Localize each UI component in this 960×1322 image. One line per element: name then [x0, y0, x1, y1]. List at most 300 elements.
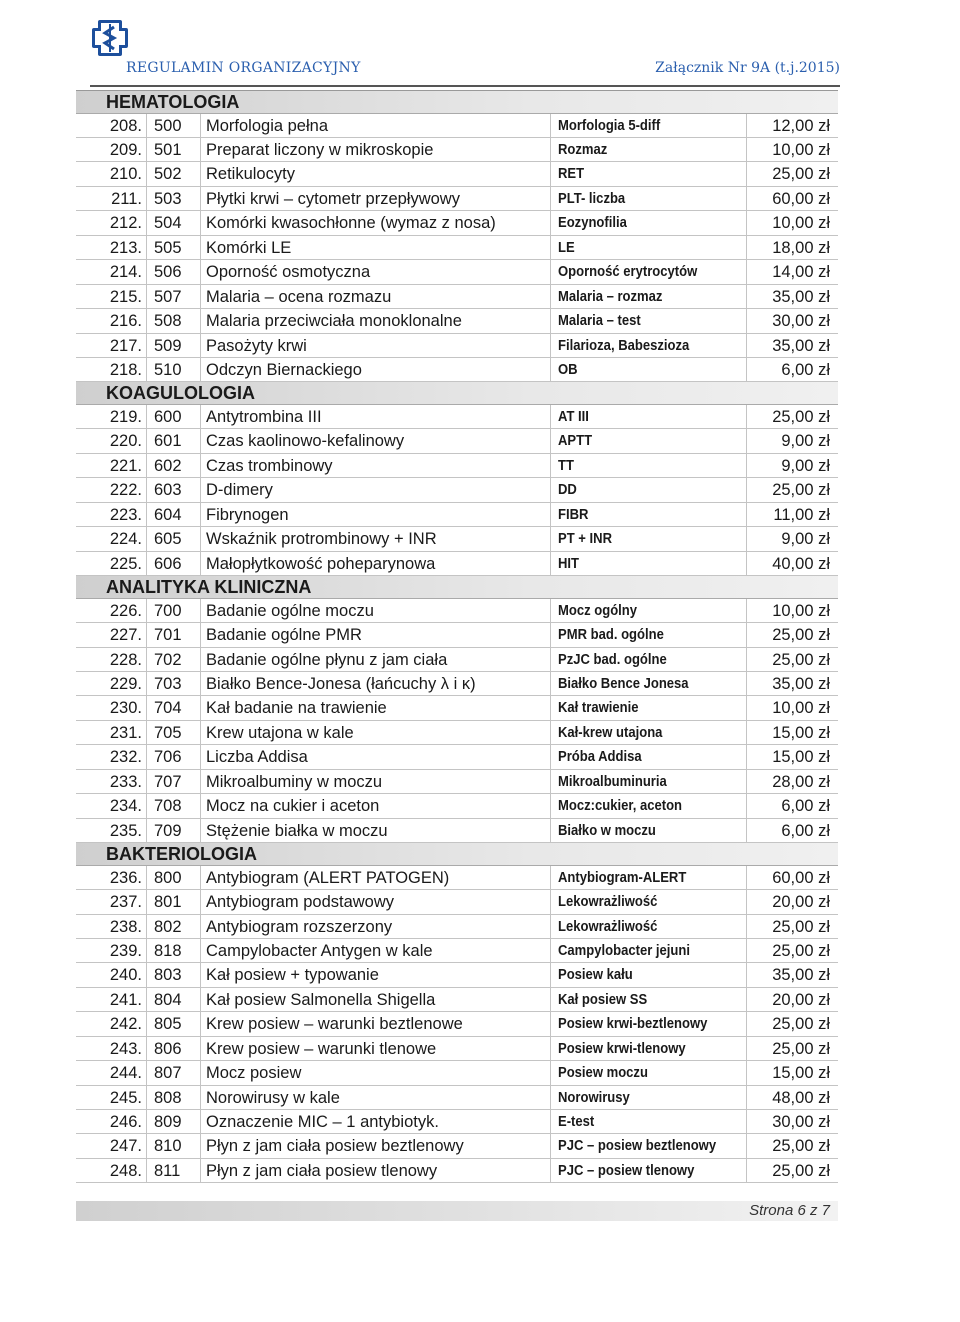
test-code: 800	[154, 868, 182, 887]
column-divider	[746, 114, 747, 137]
test-short-name: Mocz:cukier, aceton	[558, 798, 683, 815]
row-number: 210.	[109, 165, 142, 184]
column-divider	[746, 672, 747, 695]
row-number: 246.	[109, 1113, 142, 1131]
column-divider	[200, 1134, 201, 1157]
column-divider	[746, 1110, 747, 1133]
test-price: 18,00 zł	[772, 238, 830, 257]
table-row	[76, 623, 838, 647]
test-short-name: Mikroalbuminuria	[558, 773, 667, 790]
test-price: 12,00 zł	[772, 116, 830, 135]
table-row	[76, 963, 838, 987]
test-short-name: Campylobacter jejuni	[558, 942, 690, 959]
table-row	[76, 187, 838, 211]
column-divider	[146, 260, 147, 283]
row-number: 244.	[109, 1064, 142, 1083]
test-price: 25,00 zł	[772, 941, 830, 960]
header-divider	[90, 85, 840, 87]
test-name: Kał badanie na trawienie	[206, 699, 387, 718]
table-row	[76, 552, 838, 576]
column-divider	[146, 599, 147, 622]
column-divider	[146, 721, 147, 744]
row-number: 222.	[109, 481, 142, 500]
test-code: 502	[154, 165, 182, 184]
column-divider	[146, 309, 147, 332]
column-divider	[200, 162, 201, 185]
table-row	[76, 138, 838, 162]
column-divider	[746, 138, 747, 161]
table-row	[76, 1134, 838, 1158]
column-divider	[146, 672, 147, 695]
test-price: 25,00 zł	[772, 1039, 830, 1058]
column-divider	[746, 770, 747, 793]
column-divider	[746, 915, 747, 938]
section-header: HEMATOLOGIA	[76, 91, 838, 114]
column-divider	[746, 745, 747, 768]
test-price: 6,00 zł	[781, 797, 830, 816]
test-code: 704	[154, 699, 182, 718]
test-short-name: Rozmaz	[558, 142, 608, 159]
test-short-name: PT + INR	[558, 531, 613, 548]
table-row	[76, 794, 838, 818]
test-short-name: Morfologia 5-diff	[558, 117, 661, 134]
column-divider	[200, 672, 201, 695]
test-short-name: Posiew krwi-tlenowy	[558, 1040, 686, 1057]
test-code: 604	[154, 505, 182, 524]
test-short-name: TT	[558, 457, 574, 474]
test-short-name: AT III	[558, 409, 589, 425]
test-short-name: Kał-krew utajona	[558, 724, 663, 741]
row-number: 224.	[109, 530, 142, 549]
test-short-name: Oporność erytrocytów	[558, 264, 698, 281]
test-code: 806	[154, 1039, 182, 1058]
test-code: 700	[154, 601, 182, 620]
column-divider	[200, 285, 201, 308]
test-price: 25,00 zł	[772, 650, 830, 669]
table-row	[76, 211, 838, 235]
test-price: 35,00 zł	[772, 336, 830, 355]
test-name: D-dimery	[206, 481, 273, 500]
table-row	[76, 890, 838, 914]
column-divider	[746, 1134, 747, 1157]
test-code: 605	[154, 530, 182, 549]
column-divider	[746, 890, 747, 913]
test-code: 506	[154, 263, 182, 282]
column-divider	[200, 745, 201, 768]
test-price: 60,00 zł	[772, 868, 830, 887]
test-code: 505	[154, 238, 182, 257]
column-divider	[746, 162, 747, 185]
column-divider	[200, 503, 201, 526]
column-divider	[146, 285, 147, 308]
column-divider	[746, 819, 747, 842]
column-divider	[200, 260, 201, 283]
column-divider	[746, 285, 747, 308]
test-code: 801	[154, 893, 182, 912]
column-divider	[146, 429, 147, 452]
column-divider	[200, 915, 201, 938]
test-name: Oporność osmotyczna	[206, 263, 371, 282]
test-price: 15,00 zł	[772, 723, 830, 742]
test-short-name: E-test	[558, 1114, 595, 1130]
column-divider	[146, 819, 147, 842]
column-divider	[200, 939, 201, 962]
test-name: Malaria – ocena rozmazu	[206, 287, 392, 306]
column-divider	[746, 648, 747, 671]
column-divider	[200, 1012, 201, 1035]
test-short-name: PJC – posiew beztlenowy	[558, 1138, 717, 1155]
table-row	[76, 503, 838, 527]
column-divider	[200, 1086, 201, 1109]
test-code: 503	[154, 189, 182, 208]
test-short-name: Eozynofilia	[558, 215, 627, 232]
test-code: 708	[154, 797, 182, 816]
test-short-name: Malaria – test	[558, 313, 641, 330]
test-name: Badanie ogólne moczu	[206, 601, 374, 620]
test-short-name: PMR bad. ogólne	[558, 627, 664, 644]
row-number: 220.	[109, 432, 142, 451]
test-code: 803	[154, 966, 182, 985]
column-divider	[200, 309, 201, 332]
column-divider	[146, 648, 147, 671]
test-short-name: Kał posiew SS	[558, 991, 648, 1008]
section-header: KOAGULOLOGIA	[76, 382, 838, 405]
test-name: Campylobacter Antygen w kale	[206, 941, 433, 960]
column-divider	[146, 623, 147, 646]
test-code: 808	[154, 1088, 182, 1107]
test-code: 810	[154, 1137, 182, 1156]
test-price: 35,00 zł	[772, 287, 830, 306]
row-number: 211.	[111, 189, 142, 208]
column-divider	[746, 1061, 747, 1084]
test-short-name: RET	[558, 166, 585, 183]
column-divider	[746, 334, 747, 357]
row-number: 215.	[109, 287, 142, 306]
row-number: 221.	[109, 456, 142, 475]
column-divider	[200, 114, 201, 137]
table-row	[76, 599, 838, 623]
row-number: 225.	[109, 554, 142, 573]
test-code: 507	[154, 287, 182, 306]
column-divider	[146, 1037, 147, 1060]
test-code: 805	[154, 1015, 182, 1034]
column-divider	[746, 211, 747, 234]
column-divider	[746, 503, 747, 526]
column-divider	[146, 866, 147, 889]
column-divider	[200, 794, 201, 817]
table-row	[76, 454, 838, 478]
test-price: 6,00 zł	[781, 360, 830, 379]
test-price: 10,00 zł	[772, 601, 830, 620]
test-price: 6,00 zł	[781, 821, 830, 840]
test-code: 707	[154, 772, 182, 791]
row-number: 236.	[109, 868, 142, 887]
column-divider	[746, 696, 747, 719]
test-code: 705	[154, 723, 182, 742]
test-name: Odczyn Biernackiego	[206, 360, 362, 379]
test-price: 35,00 zł	[772, 674, 830, 693]
test-name: Fibrynogen	[206, 505, 289, 524]
test-price: 40,00 zł	[772, 554, 830, 573]
test-price: 25,00 zł	[772, 917, 830, 936]
test-code: 601	[154, 432, 182, 451]
column-divider	[146, 963, 147, 986]
table-row	[76, 866, 838, 890]
column-divider	[746, 1037, 747, 1060]
table-row	[76, 745, 838, 769]
row-number: 228.	[109, 650, 142, 669]
column-divider	[746, 429, 747, 452]
table-row	[76, 988, 838, 1012]
column-divider	[200, 1110, 201, 1133]
page-footer	[76, 1201, 838, 1221]
test-short-name: Lekowrażliwość	[558, 894, 658, 911]
test-name: Badanie ogólne PMR	[206, 626, 362, 645]
column-divider	[146, 1159, 147, 1182]
test-name: Płyn z jam ciała posiew beztlenowy	[206, 1137, 464, 1156]
column-divider	[146, 794, 147, 817]
test-price: 11,00 zł	[773, 505, 830, 524]
test-code: 807	[154, 1064, 182, 1083]
row-number: 239.	[109, 941, 142, 960]
test-price: 25,00 zł	[772, 165, 830, 184]
row-number: 248.	[109, 1161, 142, 1180]
test-short-name: APTT	[558, 433, 593, 450]
row-number: 240.	[109, 966, 142, 985]
row-number: 231.	[109, 723, 142, 742]
test-code: 818	[154, 941, 182, 960]
row-number: 242.	[109, 1015, 142, 1034]
column-divider	[200, 527, 201, 550]
test-name: Malaria przeciwciała monoklonalne	[206, 312, 462, 331]
test-name: Białko Bence-Jonesa (łańcuchy λ i κ)	[206, 674, 476, 693]
test-name: Kał posiew + typowanie	[206, 966, 379, 985]
test-price: 15,00 zł	[772, 748, 830, 767]
test-name: Płytki krwi – cytometr przepływowy	[206, 189, 460, 208]
test-name: Morfologia pełna	[206, 116, 328, 135]
column-divider	[746, 866, 747, 889]
column-divider	[200, 890, 201, 913]
test-name: Wskaźnik protrombinowy + INR	[206, 530, 437, 549]
column-divider	[146, 478, 147, 501]
table-row	[76, 236, 838, 260]
row-number: 235.	[109, 821, 142, 840]
column-divider	[746, 988, 747, 1011]
section-header: ANALITYKA KLINICZNA	[76, 576, 838, 599]
test-code: 811	[154, 1161, 181, 1180]
test-name: Antybiogram (ALERT PATOGEN)	[206, 868, 450, 887]
test-name: Antybiogram podstawowy	[206, 893, 395, 912]
test-price: 30,00 zł	[772, 1113, 830, 1131]
test-price: 10,00 zł	[772, 699, 830, 718]
column-divider	[200, 429, 201, 452]
test-short-name: Kał trawienie	[558, 700, 639, 717]
column-divider	[746, 236, 747, 259]
test-name: Płyn z jam ciała posiew tlenowy	[206, 1161, 438, 1180]
test-short-name: PzJC bad. ogólne	[558, 651, 667, 668]
page-header	[90, 18, 840, 92]
table-row	[76, 770, 838, 794]
table-row	[76, 672, 838, 696]
column-divider	[146, 1061, 147, 1084]
column-divider	[200, 648, 201, 671]
test-short-name: Norowirusy	[558, 1089, 630, 1106]
test-price: 60,00 zł	[772, 189, 830, 208]
table-row	[76, 334, 838, 358]
test-price: 35,00 zł	[772, 966, 830, 985]
row-number: 241.	[109, 990, 142, 1009]
table-row	[76, 1110, 838, 1134]
row-number: 234.	[109, 797, 142, 816]
column-divider	[200, 623, 201, 646]
table-row	[76, 696, 838, 720]
test-price: 25,00 zł	[772, 626, 830, 645]
row-number: 219.	[109, 408, 142, 426]
column-divider	[146, 405, 147, 428]
column-divider	[146, 334, 147, 357]
test-name: Norowirusy w kale	[206, 1088, 340, 1107]
test-short-name: PLT- liczba	[558, 190, 626, 207]
row-number: 212.	[109, 214, 142, 233]
test-code: 602	[154, 456, 182, 475]
column-divider	[746, 478, 747, 501]
test-short-name: PJC – posiew tlenowy	[558, 1162, 695, 1179]
column-divider	[200, 478, 201, 501]
column-divider	[746, 260, 747, 283]
table-row	[76, 1061, 838, 1085]
column-divider	[200, 138, 201, 161]
test-short-name: DD	[558, 482, 577, 499]
row-number: 245.	[109, 1088, 142, 1107]
row-number: 208.	[109, 116, 142, 135]
medical-logo-icon	[90, 18, 130, 58]
row-number: 216.	[109, 312, 142, 331]
test-name: Komórki LE	[206, 238, 292, 257]
test-price: 28,00 zł	[772, 772, 830, 791]
column-divider	[146, 1134, 147, 1157]
test-short-name: Posiew moczu	[558, 1065, 648, 1082]
table-row	[76, 819, 838, 843]
test-code: 504	[154, 214, 182, 233]
column-divider	[146, 138, 147, 161]
column-divider	[146, 696, 147, 719]
table-row	[76, 285, 838, 309]
column-divider	[200, 334, 201, 357]
test-short-name: Malaria – rozmaz	[558, 288, 663, 305]
column-divider	[746, 405, 747, 428]
test-price: 25,00 zł	[772, 1137, 830, 1156]
column-divider	[200, 1061, 201, 1084]
column-divider	[146, 527, 147, 550]
test-name: Oznaczenie MIC – 1 antybiotyk.	[206, 1113, 439, 1131]
test-price: 9,00 zł	[781, 432, 830, 451]
row-number: 237.	[109, 893, 142, 912]
column-divider	[746, 1086, 747, 1109]
test-name: Antybiogram rozszerzony	[206, 917, 393, 936]
test-name: Mikroalbuminy w moczu	[206, 772, 383, 791]
test-name: Stężenie białka w moczu	[206, 821, 388, 840]
row-number: 214.	[109, 263, 142, 282]
column-divider	[200, 963, 201, 986]
row-number: 218.	[109, 360, 142, 379]
column-divider	[146, 114, 147, 137]
test-short-name: Próba Addisa	[558, 749, 642, 766]
test-price: 25,00 zł	[772, 481, 830, 500]
column-divider	[746, 1159, 747, 1182]
test-name: Komórki kwasochłonne (wymaz z nosa)	[206, 214, 496, 233]
table-row	[76, 1159, 838, 1183]
row-number: 217.	[109, 336, 142, 355]
test-price: 25,00 zł	[772, 1161, 830, 1180]
column-divider	[746, 552, 747, 575]
column-divider	[146, 358, 147, 381]
test-code: 501	[154, 141, 182, 160]
table-row	[76, 162, 838, 186]
test-name: Krew posiew – warunki beztlenowe	[206, 1015, 463, 1034]
column-divider	[746, 794, 747, 817]
test-code: 509	[154, 336, 182, 355]
column-divider	[146, 1012, 147, 1035]
annex-label: Załącznik Nr 9A (t.j.2015)	[655, 60, 840, 76]
column-divider	[146, 503, 147, 526]
table-row	[76, 1086, 838, 1110]
test-short-name: Posiew krwi-beztlenowy	[558, 1016, 708, 1033]
test-code: 510	[154, 360, 182, 379]
row-number: 209.	[109, 141, 142, 160]
test-code: 703	[154, 674, 182, 693]
test-short-name: FIBR	[558, 506, 589, 523]
column-divider	[146, 915, 147, 938]
row-number: 233.	[109, 772, 142, 791]
test-short-name: OB	[558, 361, 578, 378]
row-number: 238.	[109, 917, 142, 936]
column-divider	[746, 527, 747, 550]
column-divider	[200, 770, 201, 793]
test-name: Krew utajona w kale	[206, 723, 354, 742]
test-price: 48,00 zł	[772, 1088, 830, 1107]
column-divider	[146, 745, 147, 768]
test-short-name: Białko w moczu	[558, 822, 656, 839]
table-row	[76, 1037, 838, 1061]
column-divider	[200, 405, 201, 428]
table-row	[76, 478, 838, 502]
column-divider	[200, 721, 201, 744]
table-row	[76, 939, 838, 963]
table-row	[76, 1012, 838, 1036]
test-short-name: Mocz ogólny	[558, 602, 638, 619]
column-divider	[746, 599, 747, 622]
price-table	[76, 90, 838, 1183]
table-row	[76, 721, 838, 745]
test-name: Retikulocyty	[206, 165, 295, 184]
test-price: 10,00 zł	[772, 214, 830, 233]
test-name: Kał posiew Salmonella Shigella	[206, 990, 436, 1009]
column-divider	[146, 162, 147, 185]
section-header: BAKTERIOLOGIA	[76, 843, 838, 866]
column-divider	[200, 211, 201, 234]
test-code: 804	[154, 990, 182, 1009]
column-divider	[746, 309, 747, 332]
test-name: Pasożyty krwi	[206, 336, 307, 355]
test-price: 25,00 zł	[772, 408, 830, 426]
row-number: 227.	[109, 626, 142, 645]
test-code: 809	[154, 1113, 182, 1131]
page-number: Strona 6 z 7	[749, 1202, 830, 1219]
test-price: 30,00 zł	[772, 312, 830, 331]
column-divider	[200, 236, 201, 259]
row-number: 243.	[109, 1039, 142, 1058]
test-name: Liczba Addisa	[206, 748, 308, 767]
